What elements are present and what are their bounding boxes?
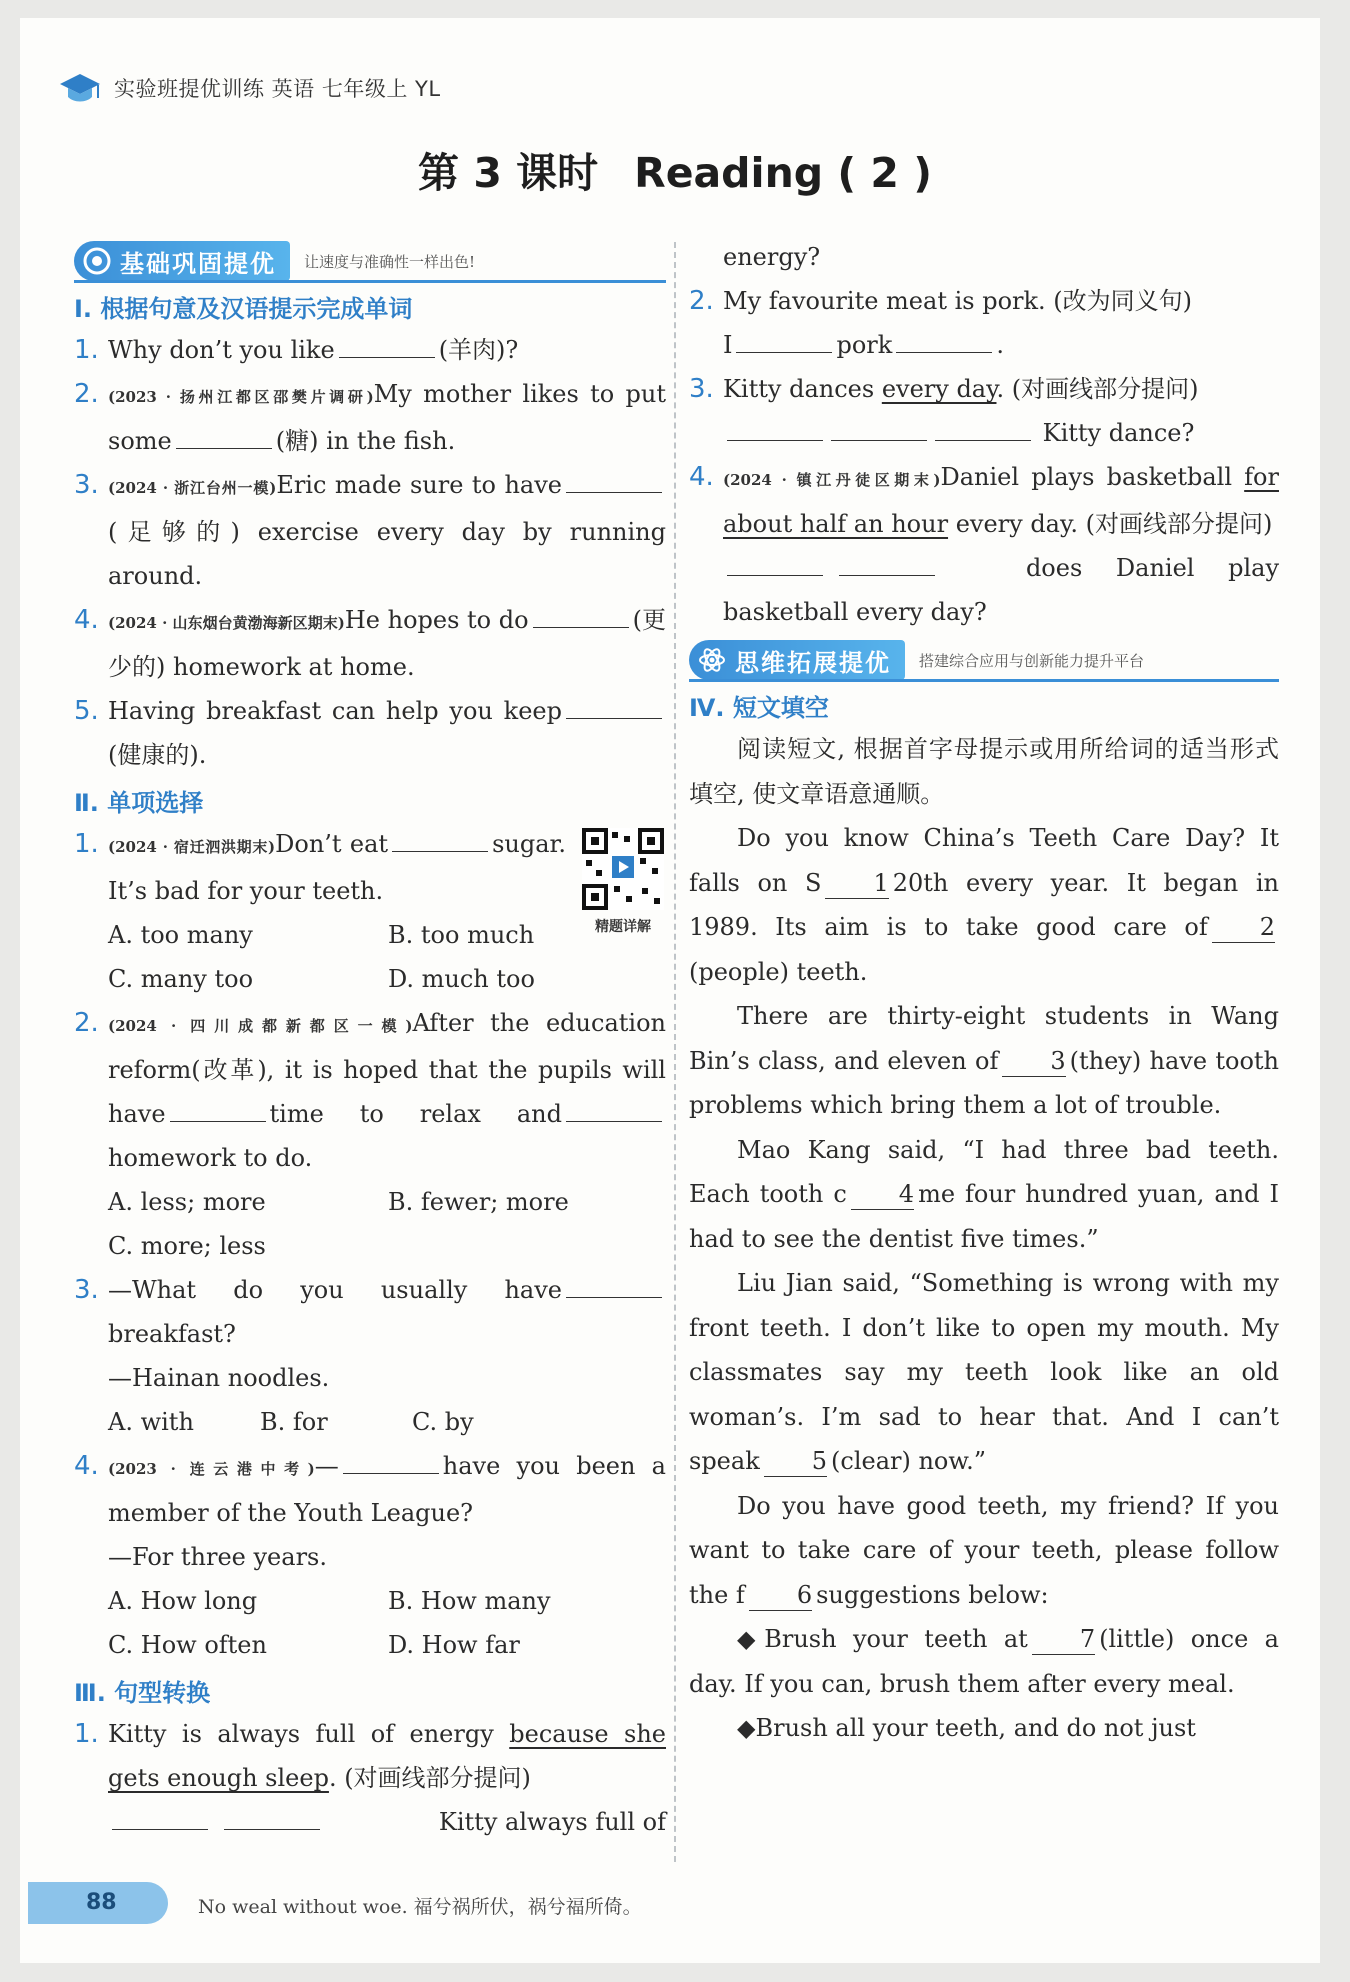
cloze-blank-2[interactable]: 2	[1212, 912, 1275, 943]
banner-label: 思维拓展提优	[735, 648, 891, 677]
question-source: (2024 · 山东烟台黄渤海新区期末)	[108, 614, 345, 632]
footer-motto: No weal without woe. 福兮祸所伏，祸兮福所倚。	[198, 1896, 642, 1918]
mc-question-4: 4. (2023 · 连云港中考)— have you been a member of the Youth League?	[74, 1444, 666, 1535]
dialogue-reply: —For three years.	[108, 1543, 327, 1571]
passage-paragraph-3: Mao Kang said, “I had three bad teeth. Each tooth c 4 me four hundred yuan, and I had to see the dentist five times.”	[689, 1135, 1279, 1253]
option-c[interactable]: C. How often	[108, 1631, 267, 1659]
option-c[interactable]: C. by	[412, 1408, 474, 1436]
cloze-blank-5[interactable]: 5	[764, 1446, 827, 1477]
answer-blank[interactable]	[176, 422, 272, 449]
option-a[interactable]: A. less; more	[108, 1188, 266, 1216]
mc-question-1-block	[74, 822, 666, 1001]
options-row	[74, 1180, 666, 1224]
cloze-blank-4[interactable]: 4	[851, 1179, 914, 1210]
cloze-blank-6[interactable]: 6	[749, 1580, 812, 1611]
banner-slogan: 搭建综合应用与创新能力提升平台	[919, 651, 1145, 670]
question-1-4: 4. (2024 · 山东烟台黄渤海新区期末)He hopes to do (更少的) homework at home.	[74, 598, 666, 689]
answer-blank[interactable]	[896, 326, 992, 353]
answer-blank[interactable]	[727, 549, 823, 576]
passage-paragraph-7: ◆Brush all your teeth, and do not just	[737, 1714, 1196, 1742]
transform-question-1-cont: energy?	[723, 243, 821, 271]
question-source: (2024 · 浙江台州一模)	[108, 479, 277, 497]
question-1-3: 3. (2024 · 浙江台州一模)Eric made sure to have(足够的) exercise every day by running around.	[74, 463, 666, 598]
cloze-blank-3[interactable]: 3	[1002, 1046, 1065, 1077]
section-heading-3: Ⅲ. 句型转换	[74, 1679, 211, 1707]
answer-blank[interactable]	[736, 326, 832, 353]
question-source: (2023 · 扬州江都区邵樊片调研)	[108, 388, 374, 406]
option-b[interactable]: B. too much	[388, 921, 535, 949]
question-source: (2024 · 宿迁泗洪期末)	[108, 838, 276, 856]
mc-question-1: 1. (2024 · 宿迁泗洪期末)Don’t eat sugar. It’s bad for your teeth.	[74, 822, 666, 913]
answer-blank[interactable]	[112, 1803, 208, 1830]
option-b[interactable]: B. for	[260, 1408, 328, 1436]
answer-blank[interactable]	[831, 414, 927, 441]
right-column	[689, 235, 1279, 1751]
answer-blank[interactable]	[839, 549, 935, 576]
answer-blank[interactable]	[224, 1803, 320, 1830]
option-b[interactable]: B. fewer; more	[388, 1188, 569, 1216]
answer-blank[interactable]	[170, 1095, 266, 1122]
mc-question-2: 2. (2024 · 四川成都新都区一模)After the education reform(改革), it is hoped that the pupils will have time to relax andhomework to do.	[74, 1008, 666, 1172]
transform-question-3: 3. Kitty dances every day. (对画线部分提问)	[689, 374, 1199, 404]
options-row	[74, 1623, 666, 1667]
book-series-title: 实验班提优训练 英语 七年级上 YL	[114, 77, 441, 101]
lesson-title	[0, 140, 1350, 199]
options-row	[74, 913, 666, 957]
dialogue-reply: —Hainan noodles.	[108, 1364, 330, 1392]
passage-paragraph-1: Do you know China’s Teeth Care Day? It falls on S 1 20th every year. It began in 1989. Its aim is to take good care of 2(people) teeth.	[689, 824, 1279, 986]
section-heading-4: Ⅳ. 短文填空	[689, 694, 829, 722]
column-divider	[674, 242, 676, 1862]
basic-section-banner	[74, 239, 666, 283]
banner-slogan: 让速度与准确性一样出色!	[304, 252, 476, 271]
passage-paragraph-5: Do you have good teeth, my friend? If you want to take care of your teeth, please follow the f 6 suggestions below:	[689, 1491, 1279, 1609]
lesson-number: 第 3 课时	[418, 149, 599, 197]
transform-answer-2: I pork .	[689, 323, 1279, 367]
passage-paragraph-4: Liu Jian said, “Something is wrong with my front teeth. I don’t like to open my mouth. My classmates say my teeth look like an old woman’s. I’m sad to hear that. And I can’t speak 5 (clear) now.”	[689, 1269, 1279, 1475]
options-row	[74, 1400, 666, 1444]
transform-answer-4: does Daniel play	[689, 546, 1279, 590]
transform-question-4: 4. (2024 · 镇江丹徒区期末)Daniel plays basketball for about half an hour every day. (对画线部分提问)	[689, 462, 1279, 538]
passage-paragraph-6: ◆Brush your teeth at 7 (little) once a day. If you can, brush them after every meal.	[689, 1625, 1279, 1698]
cloze-blank-1[interactable]: 1	[825, 868, 888, 899]
answer-blank[interactable]	[533, 601, 629, 628]
answer-blank[interactable]	[343, 1447, 439, 1474]
option-d[interactable]: D. How far	[388, 1631, 520, 1659]
question-1-5: 5. Having breakfast can help you keep(健康的).	[74, 689, 666, 777]
answer-blank[interactable]	[392, 825, 488, 852]
underlined-part: because she gets enough sleep	[108, 1720, 666, 1792]
option-c[interactable]: C. more; less	[108, 1232, 266, 1260]
question-source: (2023 · 连云港中考)	[108, 1460, 315, 1478]
mc-question-3: 3. —What do you usually havebreakfast?	[74, 1268, 666, 1356]
option-c[interactable]: C. many too	[108, 965, 254, 993]
answer-blank[interactable]	[566, 1095, 662, 1122]
answer-blank[interactable]	[566, 466, 662, 493]
option-a[interactable]: A. too many	[108, 921, 253, 949]
left-column	[74, 235, 666, 1844]
lesson-topic: Reading ( 2 )	[634, 149, 932, 197]
transform-question-1: 1. Kitty is always full of energy because she gets enough sleep. (对画线部分提问)	[74, 1719, 666, 1792]
answer-blank[interactable]	[566, 692, 662, 719]
section-heading-2: Ⅱ. 单项选择	[74, 789, 204, 817]
question-1-1: 1. Why don’t you like (羊肉)?	[74, 328, 666, 372]
atom-icon	[697, 645, 727, 675]
transform-answer-1: Kitty always full of	[74, 1800, 666, 1844]
answer-blank[interactable]	[566, 1271, 662, 1298]
page-footer	[20, 1870, 1320, 1940]
question-source: (2024 · 镇江丹徒区期末)	[723, 471, 941, 489]
options-row	[74, 1224, 666, 1268]
transform-answer-4-cont: basketball every day?	[723, 598, 987, 626]
extension-section-banner	[689, 638, 1279, 682]
underlined-part: for about half an hour	[723, 463, 1279, 538]
answer-blank[interactable]	[935, 414, 1031, 441]
instructions: 阅读短文, 根据首字母提示或用所给词的适当形式填空, 使文章语意通顺。	[689, 735, 1279, 808]
transform-question-2: 2. My favourite meat is pork. (改为同义句)	[689, 286, 1193, 316]
options-row	[74, 957, 666, 1001]
options-row	[74, 1579, 666, 1623]
option-b[interactable]: B. How many	[388, 1587, 551, 1615]
passage-paragraph-2: There are thirty-eight students in Wang Bin’s class, and eleven of 3 (they) have tooth problems which bring them a lot of trouble.	[689, 1002, 1279, 1119]
option-a[interactable]: A. How long	[108, 1587, 258, 1615]
transform-answer-3: Kitty dance?	[689, 411, 1279, 455]
page-number: 88	[28, 1882, 168, 1924]
graduation-cap-icon	[58, 70, 102, 106]
option-d[interactable]: D. much too	[388, 965, 535, 993]
answer-blank[interactable]	[727, 414, 823, 441]
option-a[interactable]: A. with	[108, 1408, 194, 1436]
banner-label: 基础巩固提优	[120, 249, 276, 278]
section-heading-1: Ⅰ. 根据句意及汉语提示完成单词	[74, 295, 413, 323]
qr-caption: 精题详解	[595, 919, 651, 935]
running-header	[58, 66, 441, 110]
question-1-2: 2. (2023 · 扬州江都区邵樊片调研)My mother likes to put some (糖) in the fish.	[74, 379, 666, 455]
cloze-blank-7[interactable]: 7	[1032, 1624, 1095, 1655]
answer-blank[interactable]	[339, 331, 435, 358]
target-icon	[82, 246, 112, 276]
question-source: (2024 · 四川成都新都区一模)	[108, 1017, 413, 1035]
underlined-part: every day	[881, 375, 997, 403]
